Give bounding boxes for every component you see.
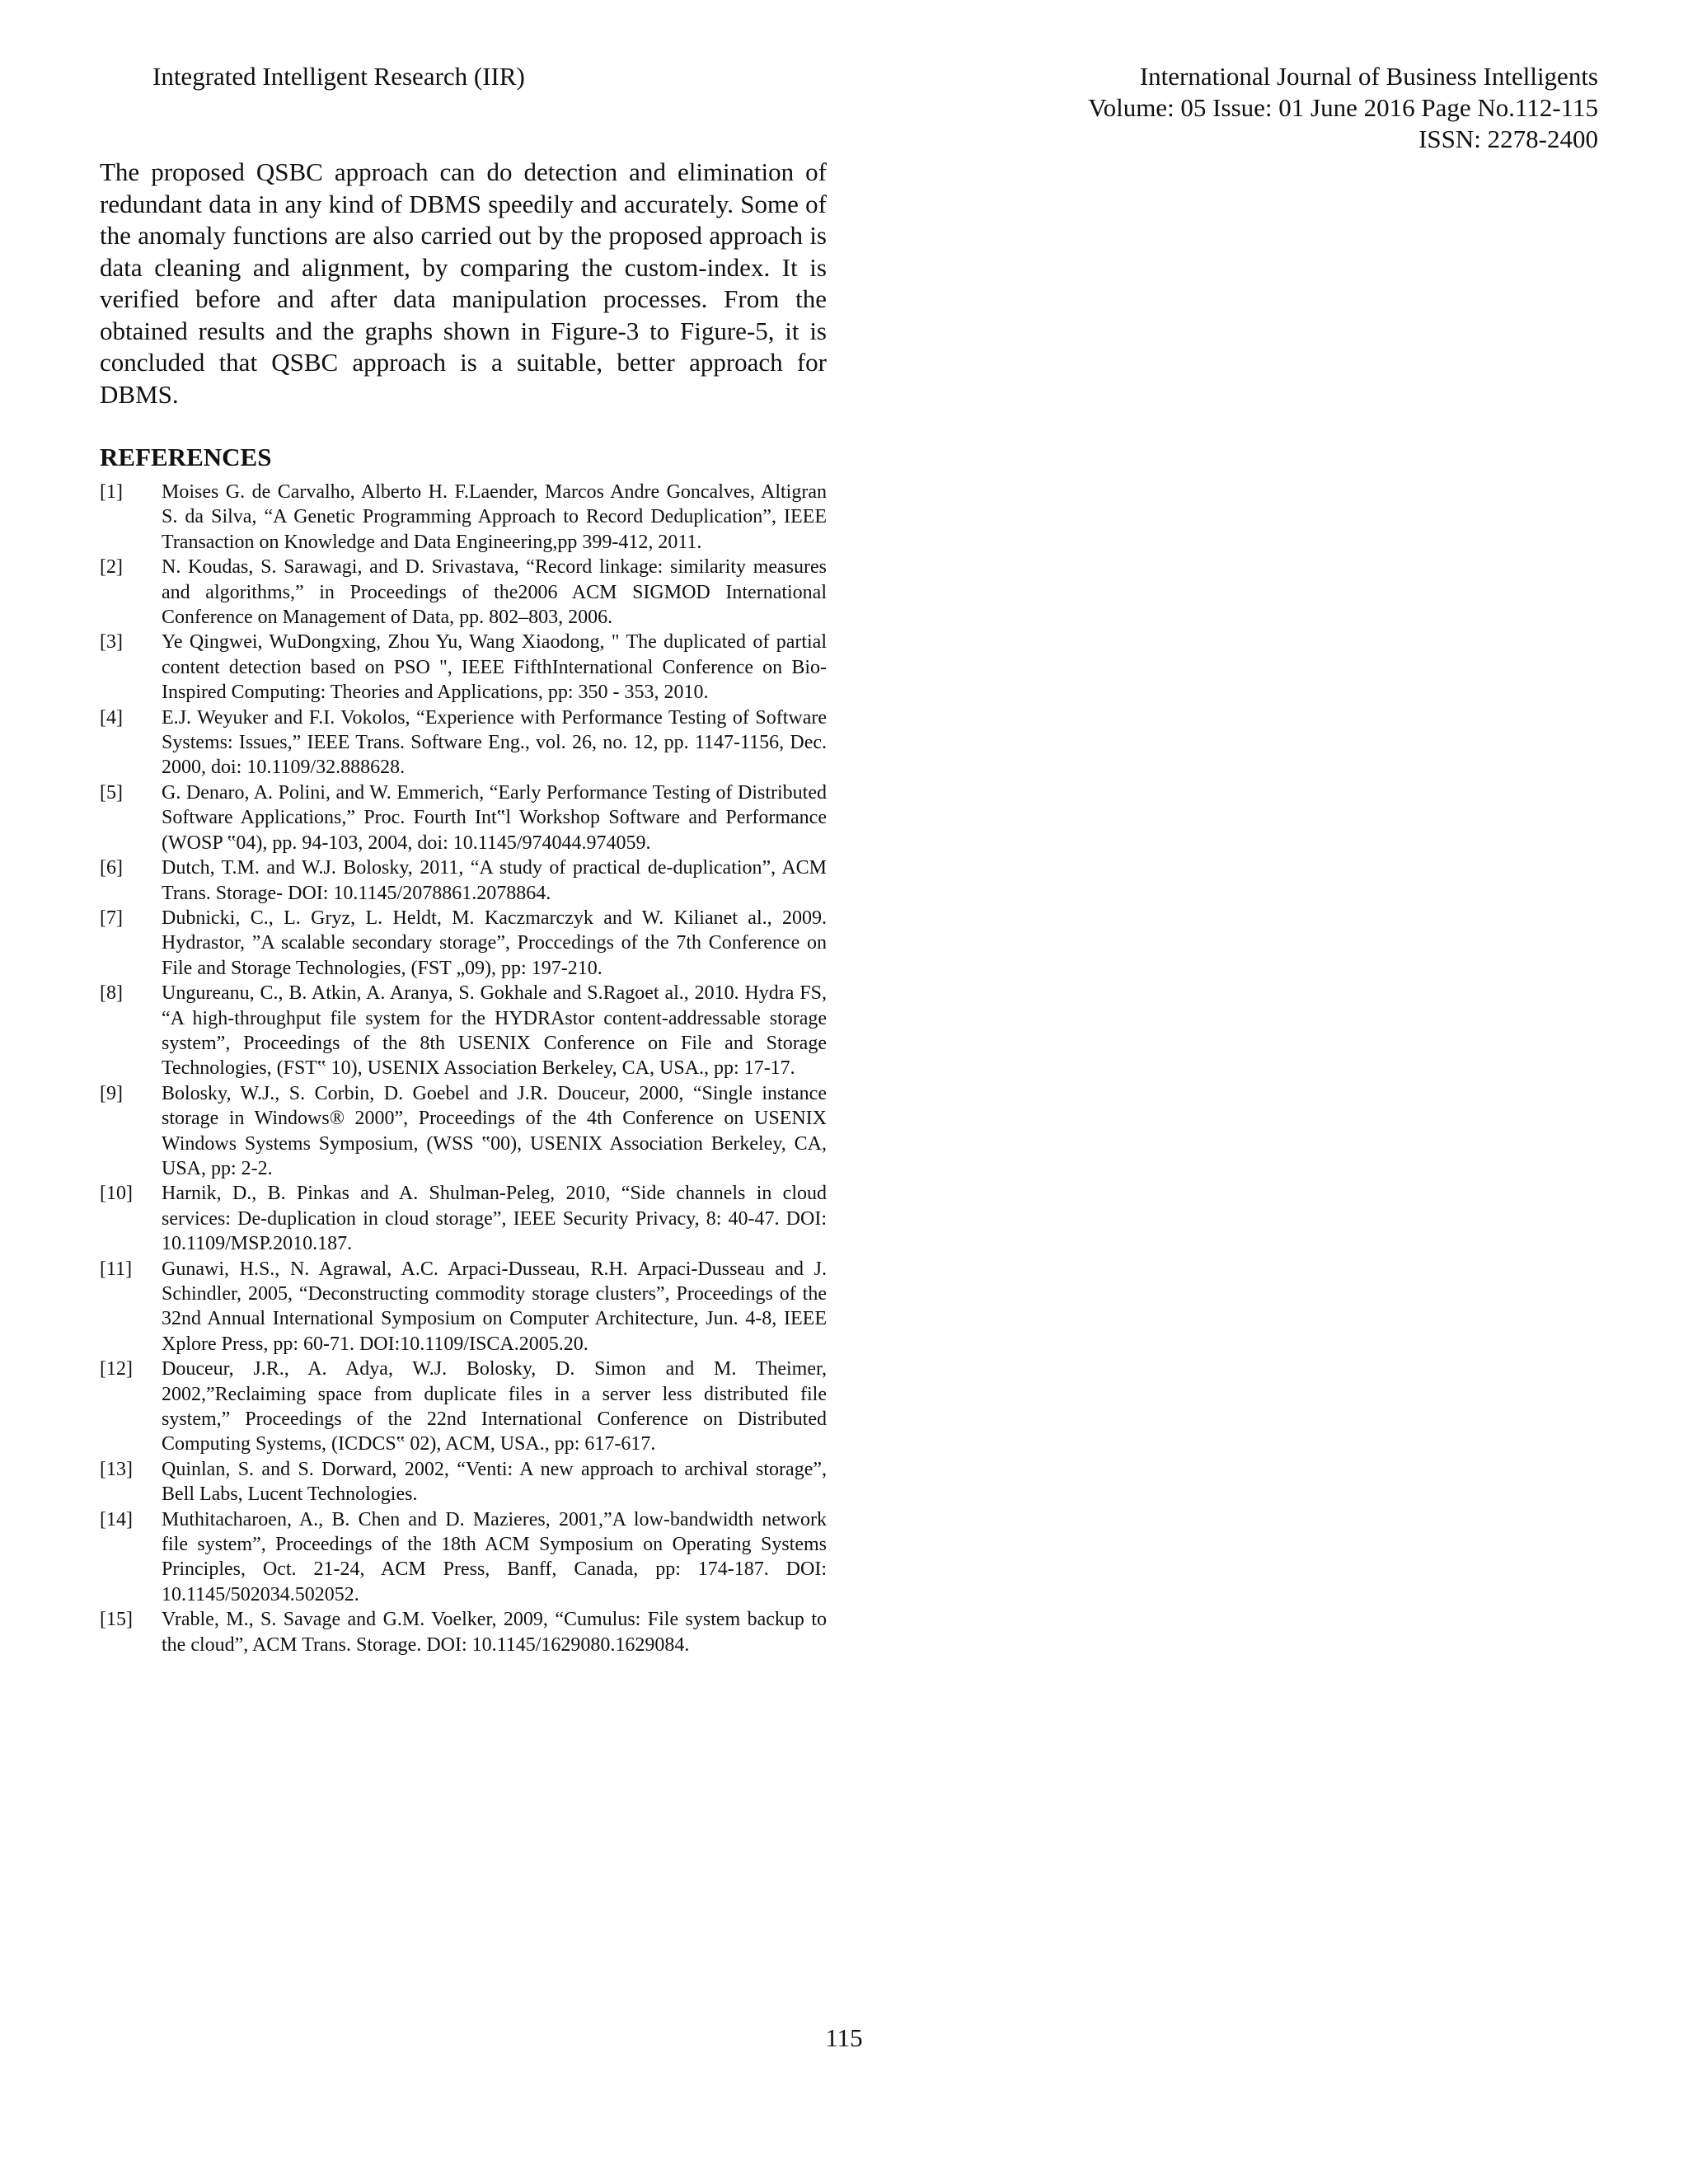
conclusion-paragraph: The proposed QSBC approach can do detection and elimination of redundant data in any kind of DBMS speedily and accurately. Some of the anomaly functions are also carried out by the proposed approach is data cleaning and alignment, by comparing the custom-index. It is verified before and after data manipulation processes. From the obtained results and the graphs shown in Figure-3 to Figure-5, it is concluded that QSBC approach is a suitable, better approach for DBMS. (100, 157, 827, 409)
reference-text: Quinlan, S. and S. Dorward, 2002, “Venti: A new approach to archival storage”, Bell Labs, Lucent Technologies. (162, 1458, 827, 1506)
reference-number: [10] (100, 1183, 133, 1205)
reference-item (100, 981, 827, 1081)
reference-number: [12] (100, 1358, 133, 1380)
running-header-right (1088, 61, 1598, 155)
reference-text: E.J. Weyuker and F.I. Vokolos, “Experience with Performance Testing of Software Systems: Issues,” IEEE Trans. Software Eng., vol. 26, no. 12, pp. 1147-1156, Dec. 2000, doi: 10.1109/32.888628. (162, 706, 827, 779)
reference-text: N. Koudas, S. Sarawagi, and D. Srivastava, “Record linkage: similarity measures and algorithms,” in Proceedings of the2006 ACM SIGMOD International Conference on Management of Data, pp. 802–803, 2006. (162, 556, 827, 629)
reference-text: Bolosky, W.J., S. Corbin, D. Goebel and J.R. Douceur, 2000, “Single instance storage in Windows® 2000”, Proceedings of the 4th Conference on USENIX Windows Systems Symposium, (WSS ‟00), USENIX Association Berkeley, CA, USA, pp: 2-2. (162, 1082, 827, 1179)
reference-text: Vrable, M., S. Savage and G.M. Voelker, 2009, “Cumulus: File system backup to the cloud”, ACM Trans. Storage. DOI: 10.1145/1629080.1629084. (162, 1609, 827, 1656)
reference-item (100, 1257, 827, 1357)
reference-item (100, 1181, 827, 1256)
journal-title: International Journal of Business Intelligents (1139, 62, 1598, 91)
reference-text: Ye Qingwei, WuDongxing, Zhou Yu, Wang Xiaodong, " The duplicated of partial content detection based on PSO ", IEEE FifthInternational Conference on Bio-Inspired Computing: Theories and Applications, pp: 350 - 353, 2010. (162, 631, 827, 704)
reference-number: [3] (100, 631, 123, 654)
reference-text: Dubnicki, C., L. Gryz, L. Heldt, M. Kaczmarczyk and W. Kilianet al., 2009. Hydrastor, ”A scalable secondary storage”, Proccedings of the 7th Conference on File and Storage Technologies, (FST „09), pp: 197-210. (162, 907, 827, 979)
reference-number: [5] (100, 781, 123, 804)
reference-text: Dutch, T.M. and W.J. Bolosky, 2011, “A study of practical de-duplication”, ACM Trans. Storage- DOI: 10.1145/2078861.2078864. (162, 857, 827, 904)
references-list (100, 480, 827, 1657)
reference-item (100, 906, 827, 981)
reference-item (100, 480, 827, 555)
journal-issue-info: Volume: 05 Issue: 01 June 2016 Page No.112-115 (1088, 93, 1598, 122)
reference-text: Muthitacharoen, A., B. Chen and D. Mazieres, 2001,”A low-bandwidth network file system”, Proceedings of the 18th ACM Symposium on Operating Systems Principles, Oct. 21-24, ACM Press, Banff, Canada, pp: 174-187. DOI: 10.1145/502034.502052. (162, 1508, 827, 1605)
references-heading: REFERENCES (100, 443, 272, 471)
reference-number: [4] (100, 706, 123, 729)
reference-number: [2] (100, 556, 123, 579)
reference-item (100, 1081, 827, 1182)
left-column (100, 157, 827, 1657)
journal-issn: ISSN: 2278-2400 (1418, 124, 1598, 153)
reference-number: [9] (100, 1082, 123, 1104)
reference-number: [14] (100, 1508, 133, 1530)
reference-item (100, 630, 827, 705)
reference-number: [8] (100, 982, 123, 1005)
reference-item (100, 780, 827, 855)
running-header-left: Integrated Intelligent Research (IIR) (152, 62, 525, 91)
reference-text: Ungureanu, C., B. Atkin, A. Aranya, S. Gokhale and S.Ragoet al., 2010. Hydra FS, “A high-throughput file system for the HYDRAstor content-addressable storage system”, Proceedings of the 8th USENIX Conference on File and Storage Technologies, (FST‟ 10), USENIX Association Berkeley, CA, USA., pp: 17-17. (162, 982, 827, 1080)
reference-text: G. Denaro, A. Polini, and W. Emmerich, “Early Performance Testing of Distributed Software Applications,” Proc. Fourth Int‟l Workshop Software and Performance (WOSP ‟04), pp. 94-103, 2004, doi: 10.1145/974044.974059. (162, 781, 827, 854)
reference-item (100, 855, 827, 906)
reference-number: [7] (100, 907, 123, 929)
reference-number: [6] (100, 857, 123, 879)
reference-number: [13] (100, 1458, 133, 1480)
reference-item (100, 1507, 827, 1608)
reference-text: Moises G. de Carvalho, Alberto H. F.Laender, Marcos Andre Goncalves, Altigran S. da Silva, “A Genetic Programming Approach to Record Deduplication”, IEEE Transaction on Knowledge and Data Engineering,pp 399-412, 2011. (162, 481, 827, 553)
reference-item (100, 1357, 827, 1457)
reference-item (100, 555, 827, 630)
reference-text: Douceur, J.R., A. Adya, W.J. Bolosky, D. Simon and M. Theimer, 2002,”Reclaiming space from duplicate files in a server less distributed file system,” Proceedings of the 22nd International Conference on Distributed Computing Systems, (ICDCS‟ 02), ACM, USA., pp: 617-617. (162, 1358, 827, 1455)
reference-text: Gunawi, H.S., N. Agrawal, A.C. Arpaci-Dusseau, R.H. Arpaci-Dusseau and J. Schindler, 2005, “Deconstructing commodity storage clusters”, Proceedings of the 32nd Annual International Symposium on Computer Architecture, Jun. 4-8, IEEE Xplore Press, pp: 60-71. DOI:10.1109/ISCA.2005.20. (162, 1258, 827, 1355)
reference-number: [1] (100, 481, 123, 503)
reference-number: [11] (100, 1258, 133, 1280)
reference-item (100, 1457, 827, 1507)
page-number: 115 (825, 2023, 863, 2052)
reference-item (100, 1607, 827, 1657)
reference-text: Harnik, D., B. Pinkas and A. Shulman-Peleg, 2010, “Side channels in cloud services: De-duplication in cloud storage”, IEEE Security Privacy, 8: 40-47. DOI: 10.1109/MSP.2010.187. (162, 1183, 827, 1255)
reference-item (100, 705, 827, 780)
reference-number: [15] (100, 1609, 133, 1631)
